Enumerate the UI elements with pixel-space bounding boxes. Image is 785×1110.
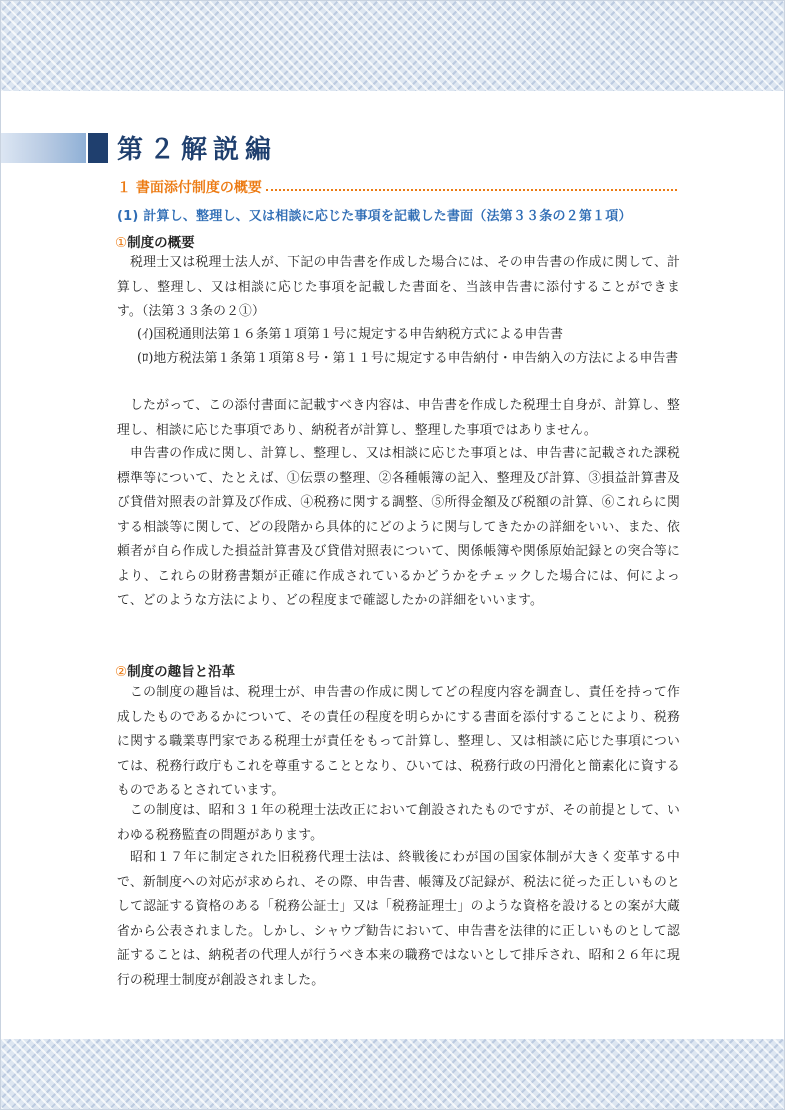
part2-heading-text: 制度の趣旨と沿革 [127, 664, 236, 680]
part1-paragraph-1: 税理士又は税理士法人が、下記の申告書を作成した場合には、その申告書の作成に関して、計算し、整理し、又は相談に応じた事項を記載した書面を、当該申告書に添付することができます。（法第３３条の２①） [117, 255, 680, 319]
chapter-title: 第２解説編 [117, 135, 278, 165]
subsection-title: (1) 計算し、整理し、又は相談に応じた事項を記載した書面（法第３３条の２第１項） [117, 209, 632, 224]
part1-paragraph-2: したがって、この添付書面に記載すべき内容は、申告書を作成した税理士自身が、計算し、整理し、相談に応じた事項であり、納税者が計算し、整理した事項ではありません。 [117, 398, 680, 438]
part2-paragraph-1: この制度の趣旨は、税理士が、申告書の作成に関してどの程度内容を調査し、責任を持って作成したものであるかについて、その責任の程度を明らかにする書面を添付することにより、税務に関する職業専門家である税理士が責任をもって計算し、整理し、又は相談に応じた事項については、税務行政庁もこれを尊重することとなり、ひいては、税務行政の円滑化と簡素化に資するものであるとされています。 [117, 685, 680, 798]
bottom-decorative-band [1, 1039, 784, 1109]
part2-paragraph-3: 昭和１７年に制定された旧税務代理士法は、終戦後にわが国の国家体制が大きく変革する中で、新制度への対応が求められ、その際、申告書、帳簿及び記録が、税法に従った正しいものとして認証する資格のある「税務公証士」又は「税務証理士」のような資格を設けるとの案が大蔵省から公表されました。しかし、シャウプ勧告において、申告書を法律的に正しいものとして認証することは、納税者の代理人が行うべき本来の職務ではないとして排斥され、昭和２６年に現行の税理士制度が創設されました。 [117, 850, 680, 988]
dotted-leader [266, 189, 677, 191]
part2-paragraph-2: この制度は、昭和３１年の税理士法改正において創設されたものですが、その前提として、いわゆる税務監査の問題があります。 [117, 803, 680, 843]
section-title: １ 書面添付制度の概要 [117, 180, 262, 196]
chapter-header-bar [1, 133, 86, 163]
part2-number: ② [115, 664, 128, 680]
part2-heading [115, 660, 235, 680]
part1-list-item-1: (ｲ)国税通則法第１６条第１項第１号に規定する申告納税方式による申告書 [137, 327, 563, 342]
part1-heading [115, 231, 195, 251]
top-decorative-band [1, 1, 784, 91]
section-heading [117, 177, 677, 197]
chapter-header-block [88, 133, 108, 163]
part1-heading-text: 制度の概要 [127, 235, 195, 251]
part1-paragraph-3: 申告書の作成に関し、計算し、整理し、又は相談に応じた事項とは、申告書に記載された課税標準等について、たとえば、①伝票の整理、②各種帳簿の記入、整理及び計算、③損益計算書及び貸借対照表の計算及び作成、④税務に関する調整、⑤所得金額及び税額の計算、⑥これらに関する相談等に関して、どの段階から具体的にどのように関与してきたかの詳細をいい、また、依頼者が自ら作成した損益計算書及び貸借対照表について、関係帳簿や関係原始記録との突合等により、これらの財務書類が正確に作成されているかどうかをチェックした場合には、何によって、どのような方法により、どの程度まで確認したかの詳細をいいます。 [117, 446, 680, 608]
part1-list-item-2: (ﾛ)地方税法第１条第１項第８号・第１１号に規定する申告納付・申告納入の方法による申告書 [137, 351, 679, 366]
part1-number: ① [115, 235, 128, 251]
